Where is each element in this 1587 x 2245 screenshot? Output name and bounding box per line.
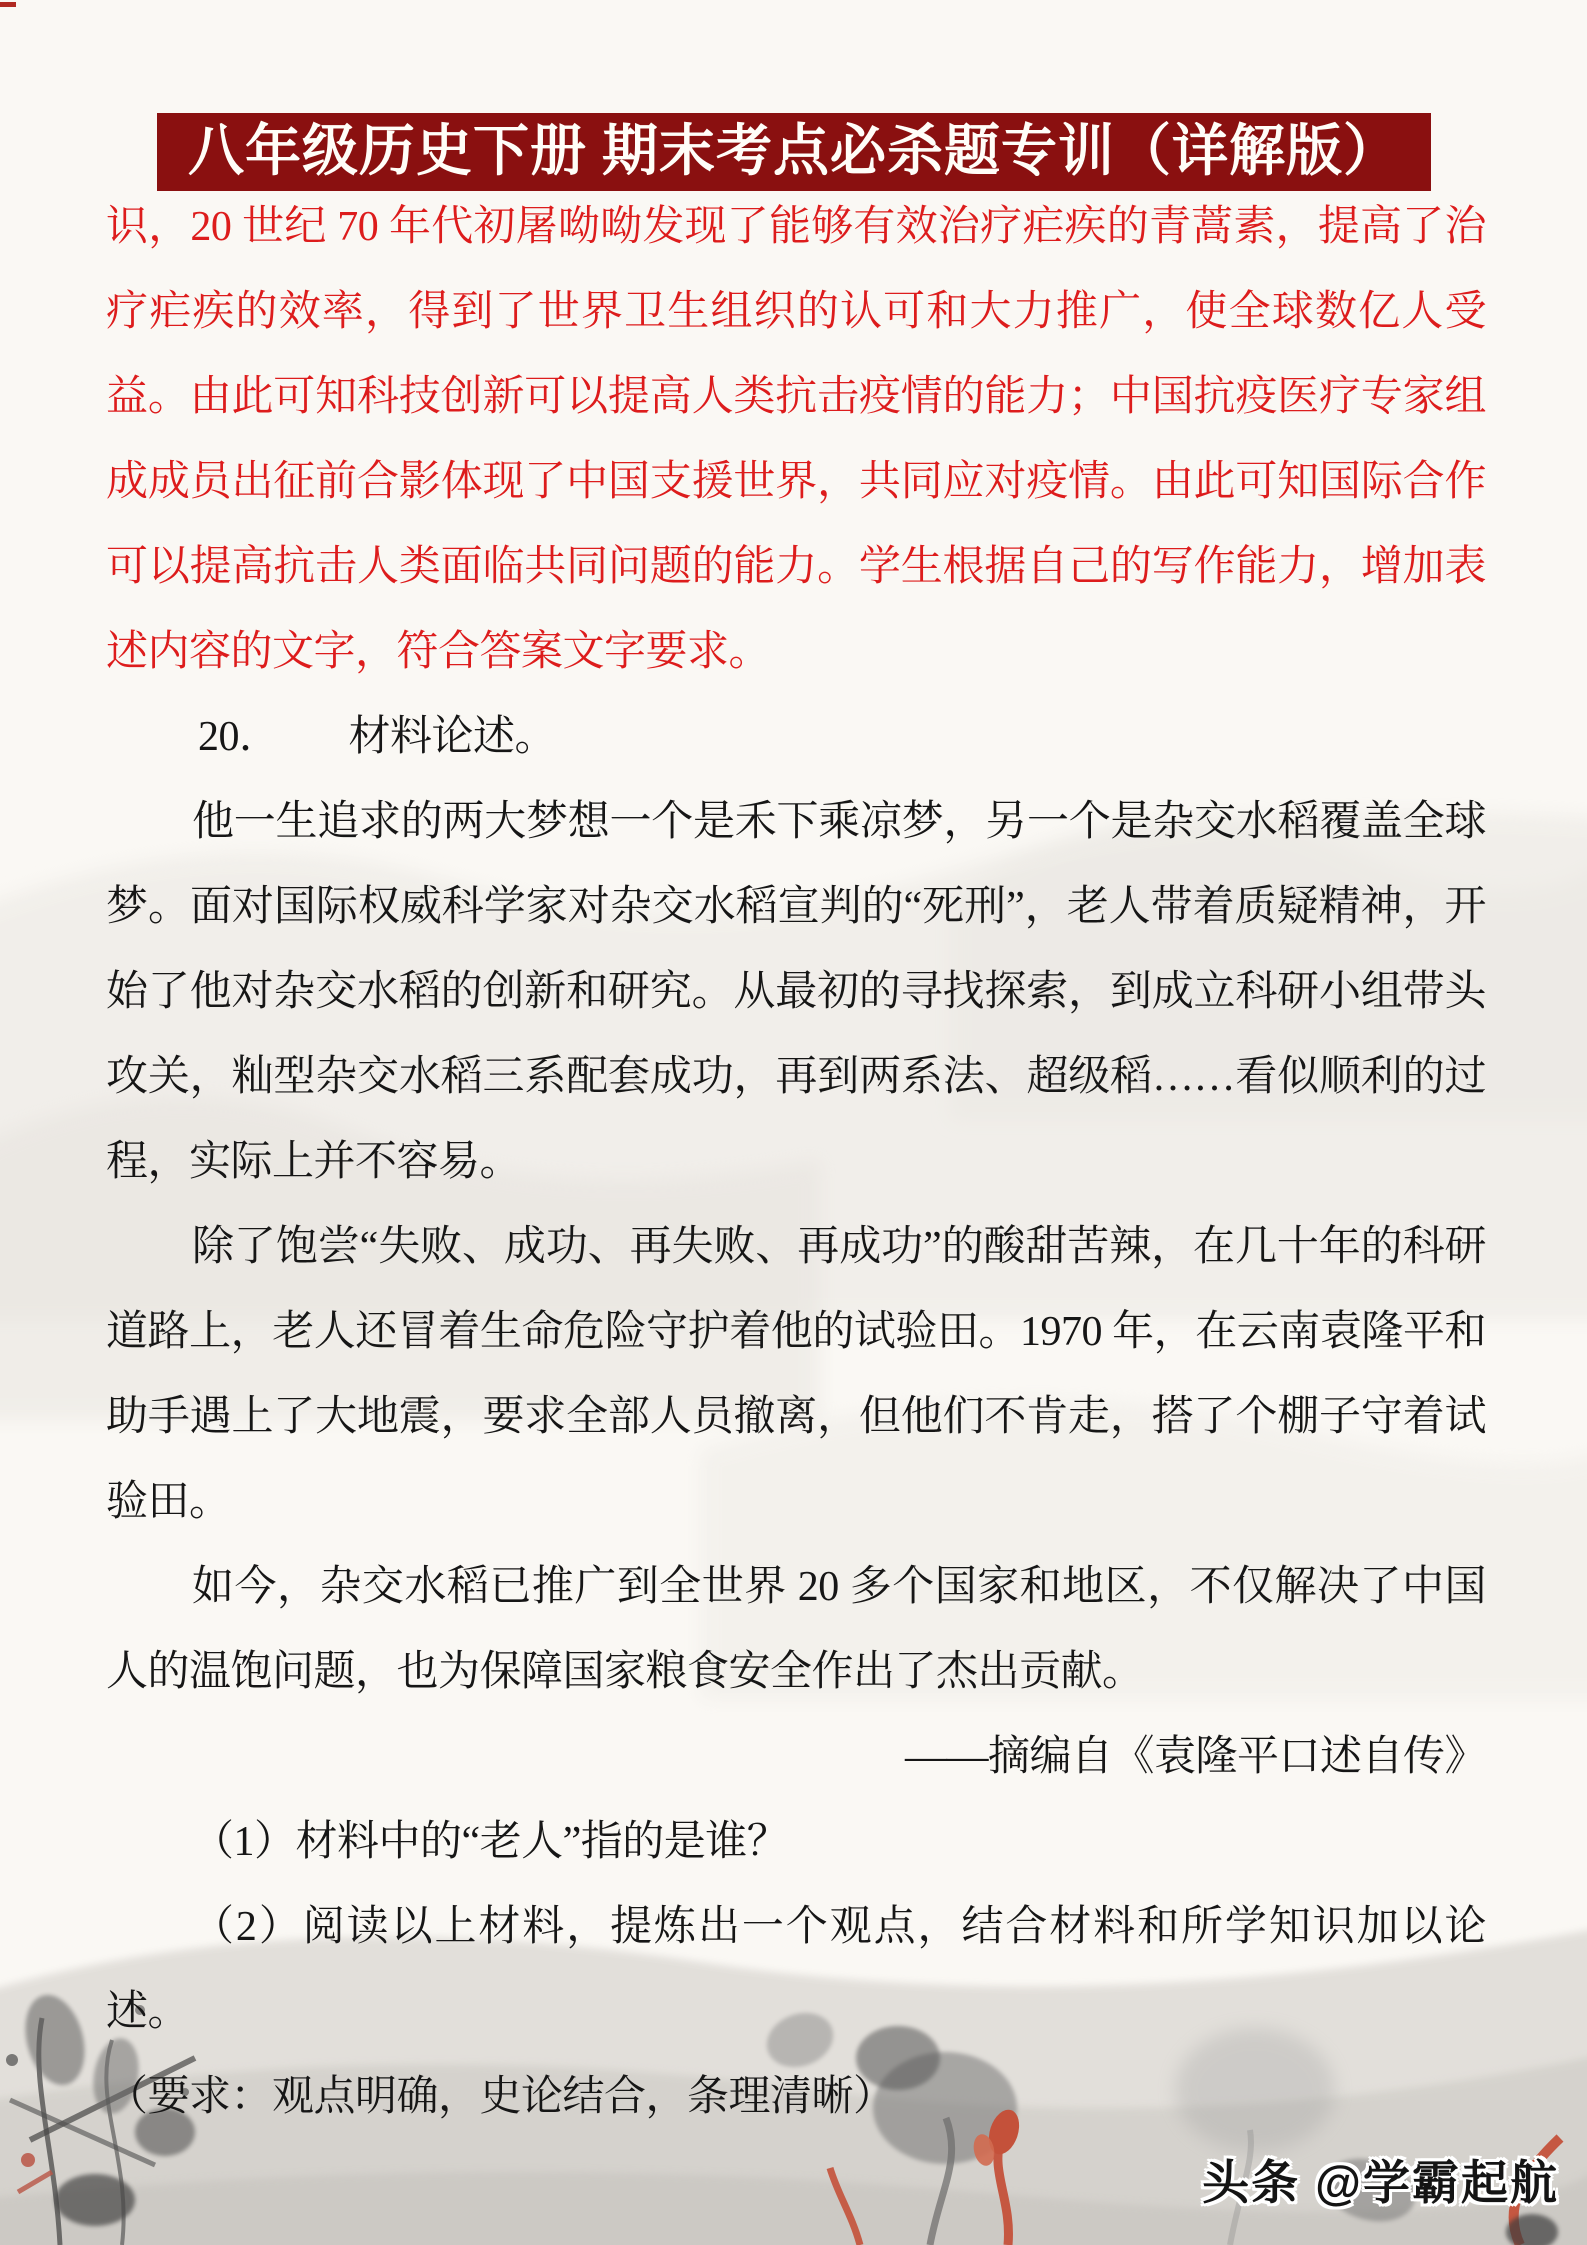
material-paragraph: 如今，杂交水稻已推广到全世界 20 多个国家和地区，不仅解决了中国人的温饱问题，也为保障国家粮食安全作出了杰出贡献。 (106, 1564, 1486, 1695)
question-heading (106, 695, 1486, 780)
material-paragraph: 他一生追求的两大梦想一个是禾下乘凉梦，另一个是杂交水稻覆盖全球梦。面对国际权威科学家对杂交水稻宣判的“死刑”，老人带着质疑精神，开始了他对杂交水稻的创新和研究。从最初的寻找探索，到成立科研小组带头攻关，籼型杂交水稻三系配套成功，再到两系法、超级稻……看似顺利的过程，实际上并不容易。 (106, 799, 1486, 1185)
sub-question-requirement: （要求：观点明确，史论结合，条理清晰） (106, 2074, 895, 2120)
material-paragraph: 除了饱尝“失败、成功、再失败、再成功”的酸甜苦辣，在几十年的科研道路上，老人还冒着生命危险守护着他的试验田。1970 年，在云南袁隆平和助手遇上了大地震，要求全部人员撤离，但他们不肯走，搭了个棚子守着试验田。 (106, 1224, 1486, 1525)
source-attribution: ——摘编自《袁隆平口述自传》 (904, 1734, 1486, 1780)
answer-explanation: 识，20 世纪 70 年代初屠呦呦发现了能够有效治疗疟疾的青蒿素，提高了治疗疟疾的效率，得到了世界卫生组织的认可和大力推广，使全球数亿人受益。由此可知科技创新可以提高人类抗击疫情的能力；中国抗疫医疗专家组成成员出征前合影体现了中国支援世界，共同应对疫情。由此可知国际合作可以提高抗击人类面临共同问题的能力。学生根据自己的写作能力，增加表述内容的文字，符合答案文字要求。 (106, 204, 1486, 675)
document-content (106, 185, 1486, 2140)
header-banner (157, 113, 1431, 191)
question-number: 20． (198, 714, 281, 760)
sub-question-2: （2）阅读以上材料，提炼出一个观点，结合材料和所学知识加以论述。 (106, 1904, 1486, 2035)
corner-red-mark (0, 2, 16, 7)
watermark: 头条 @学霸起航 (1202, 2156, 1559, 2209)
page-title: 八年级历史下册 期末考点必杀题专训（详解版） (188, 121, 1400, 183)
question-type-label: 材料论述。 (348, 714, 557, 760)
sub-question-1: （1）材料中的“老人”指的是谁？ (192, 1819, 789, 1865)
